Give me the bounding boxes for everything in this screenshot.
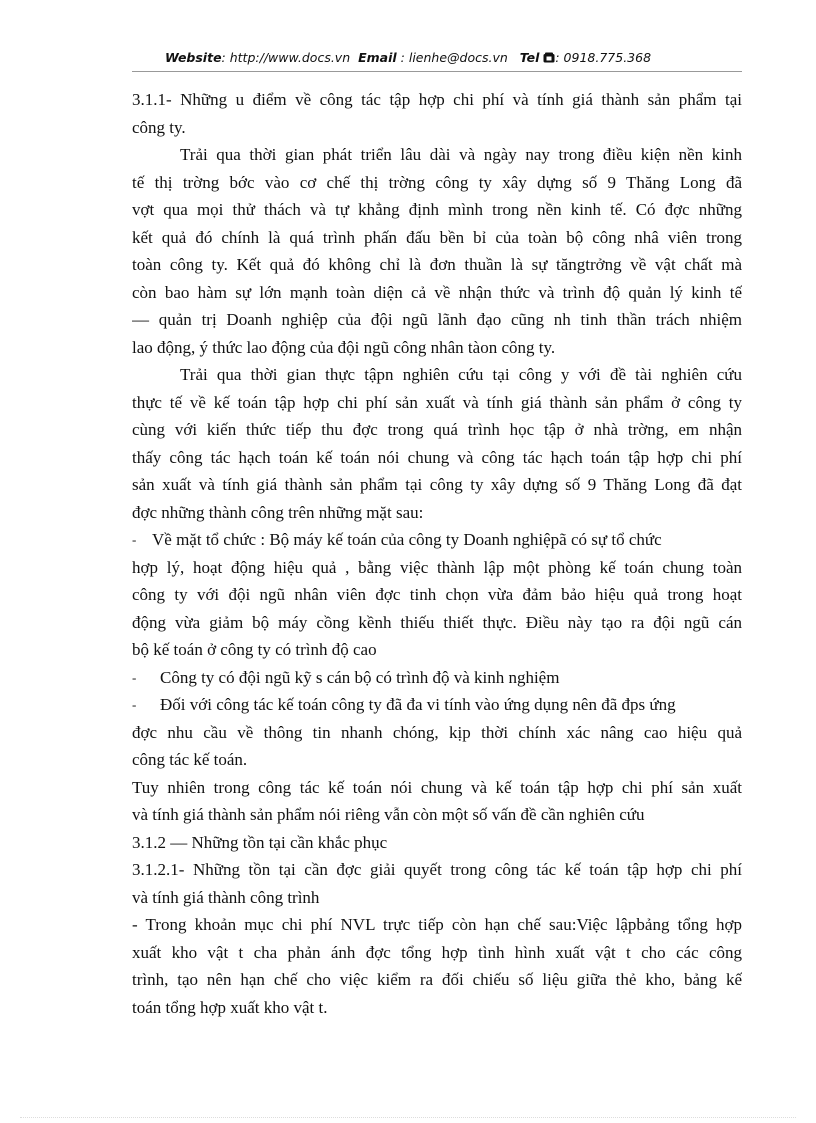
text-line: và tính giá thành công trình <box>132 887 320 907</box>
page-header <box>0 50 816 65</box>
text-line: tế thị trờng bớc vào cơ chế thị trờng công ty xây dựng số 9 Thăng Long đã <box>132 172 742 192</box>
tel-label: Tel <box>519 50 540 65</box>
text-line: đợc những thành công trên những mặt sau: <box>132 502 424 522</box>
section-heading: 3.1.2.1- Những tồn tại cần đợc giải quyết trong công tác kế toán tập hợp chi phí <box>132 860 742 879</box>
text-line: toán tổng hợp xuất kho vật t. <box>132 997 328 1017</box>
text-line: đợc nhu cầu về thông tin nhanh chóng, kịp thời chính xác nâng cao hiệu quả <box>132 722 742 742</box>
text-line: xuất kho vật t cha phản ánh đợc tổng hợp tình hình xuất vật t cho các công <box>132 942 742 962</box>
bullet-item <box>132 526 742 554</box>
paragraph-first-line: Trải qua thời gian phát triển lâu dài và ngày nay trong điều kiện nền kinh <box>180 145 742 164</box>
text-line: thấy công tác hạch toán kế toán nói chung và công tác hạch toán tập hợp chi phí <box>132 447 742 467</box>
website-label: Website <box>164 50 222 65</box>
text-line: toàn công ty. Kết quả đó không chỉ là đơn thuần là sự tăngtrởng về vật chất mà <box>132 255 742 274</box>
text-line: động vừa giảm bộ máy cồng kềnh thiếu thiết thực. Điều này tạo ra đội ngũ cán <box>132 612 742 632</box>
text-line: sản xuất và tính giá thành sản phẩm tại công ty xây dựng số 9 Thăng Long đã đạt <box>132 475 742 494</box>
email-label: Email <box>358 50 397 65</box>
email-value: : lienhe@docs.vn <box>400 50 508 65</box>
bullet-text: Đối với công tác kế toán công ty đã đa vi tính vào ứng dụng nên đã đps ứng <box>160 695 676 714</box>
text-line: còn bao hàm sự lớn mạnh toàn diện cả về nhận thức và trình độ quản lý kinh tế <box>132 282 742 302</box>
bullet-item <box>132 691 742 719</box>
paragraph-first-line: Trải qua thời gian thực tậpn nghiên cứu tại công y với đề tài nghiên cứu <box>180 365 742 384</box>
text-line: lao động, ý thức lao động của đội ngũ công nhân tàon công ty. <box>132 337 556 357</box>
bullet-text: Về mặt tổ chức : Bộ máy kế toán của công ty Doanh nghiệpã có sự tổ chức <box>152 530 662 549</box>
bullet-item <box>132 664 742 692</box>
text-line: kết quả đó chính là quá trình phấn đấu bền bỉ của toàn bộ công nhâ viên trong <box>132 227 742 247</box>
bullet-dash: - <box>132 697 137 712</box>
text-line: công ty với đội ngũ nhân viên đợc tinh chọn vừa đảm bảo hiệu quả trong hoạt <box>132 585 742 604</box>
header-rule <box>132 71 742 72</box>
text-line: vợt qua mọi thử thách và tự khẳng định mình trong nền kinh tế. Có đợc những <box>132 200 742 219</box>
text-line: thực tế về kế toán tập hợp chi phí sản xuất và tính giá thành sản phẩm ở công ty <box>132 392 742 412</box>
section-heading: 3.1.2 — Những tồn tại cần khắc phục <box>132 832 388 852</box>
text-line: hợp lý, hoạt động hiệu quả , bằng việc thành lập một phòng kế toán chung toàn <box>132 557 742 577</box>
section-heading: 3.1.1- Những u điểm về công tác tập hợp chi phí và tính giá thành sản phẩm tại <box>132 90 742 109</box>
text-line: cùng với kiến thức tiếp thu đợc trong quá trình học tập ở nhà trờng, em nhận <box>132 420 742 439</box>
text-line: công tác kế toán. <box>132 750 248 769</box>
text-line: - Trong khoản mục chi phí NVL trực tiếp còn hạn chế sau:Việc lậpbảng tổng hợp <box>132 915 742 934</box>
bullet-dash: - <box>132 532 137 547</box>
text-line: và tính giá thành sản phẩm nói riêng vẫn còn một số vấn đề cần nghiên cứu <box>132 805 645 824</box>
website-value: : http://www.docs.vn <box>221 50 351 65</box>
document-body <box>132 86 742 1021</box>
bullet-text: Công ty có đội ngũ kỹ s cán bộ có trình độ và kinh nghiệm <box>160 667 560 687</box>
text-line: trình, tạo nên hạn chế cho việc kiểm ra đối chiếu số liệu giữa thẻ kho, bảng kế <box>132 970 742 989</box>
text-line: công ty. <box>132 117 186 137</box>
text-line: — quản trị Doanh nghiệp của đội ngũ lãnh đạo cũng nh tinh thần trách nhiệm <box>132 310 742 329</box>
bullet-dash: - <box>132 669 137 685</box>
text-line: Tuy nhiên trong công tác kế toán nói chung và kế toán tập hợp chi phí sản xuất <box>132 777 742 797</box>
text-line: bộ kế toán ở công ty có trình độ cao <box>132 640 377 659</box>
tel-value: : 0918.775.368 <box>555 50 652 65</box>
page-bottom-border <box>20 1117 796 1118</box>
phone-icon <box>543 52 555 63</box>
